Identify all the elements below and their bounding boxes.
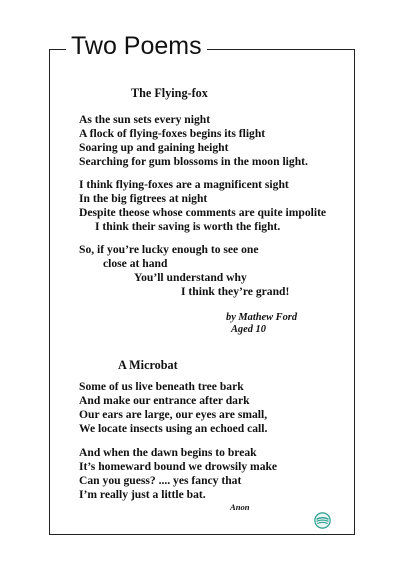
poem-line: So, if you’re lucky enough to see one bbox=[79, 243, 259, 256]
poem-line: And make our entrance after dark bbox=[79, 394, 250, 407]
poem-line: Can you guess? .... yes fancy that bbox=[79, 474, 242, 487]
poem-line: Searching for gum blossoms in the moon light. bbox=[79, 155, 308, 168]
poem-line: Soaring up and gaining height bbox=[79, 141, 229, 154]
poem-line: We locate insects using an echoed call. bbox=[79, 422, 268, 435]
circular-logo-emblem-icon bbox=[314, 512, 331, 529]
poem-line: I’m really just a little bat. bbox=[79, 488, 206, 501]
poem-line: As the sun sets every night bbox=[79, 113, 211, 126]
poem-line: Despite theose whose comments are quite impolite bbox=[79, 206, 327, 219]
poem-line: close at hand bbox=[103, 257, 168, 270]
poem-line: It’s homeward bound we drowsily make bbox=[79, 460, 278, 473]
poem-line: I think they’re grand! bbox=[181, 285, 290, 298]
poem-line: You’ll understand why bbox=[134, 271, 247, 284]
poem-author: by Mathew Ford bbox=[226, 312, 298, 323]
poem-title-flying-fox: The Flying-fox bbox=[131, 86, 208, 100]
poem-author: Anon bbox=[230, 502, 250, 512]
poem-line: And when the dawn begins to break bbox=[79, 446, 257, 459]
page-title: Two Poems bbox=[66, 31, 207, 61]
poem-line: I think their saving is worth the fight. bbox=[95, 220, 281, 233]
poem-line: In the big figtrees at night bbox=[79, 192, 208, 205]
poem-line: A flock of flying-foxes begins its flight bbox=[79, 127, 266, 140]
poem-line: I think flying-foxes are a magnificent sight bbox=[79, 178, 289, 191]
poem-line: Our ears are large, our eyes are small, bbox=[79, 408, 268, 421]
poem-line: Some of us live beneath tree bark bbox=[79, 380, 244, 393]
poem-author-age: Aged 10 bbox=[231, 324, 266, 335]
poem-title-microbat: A Microbat bbox=[118, 358, 178, 372]
